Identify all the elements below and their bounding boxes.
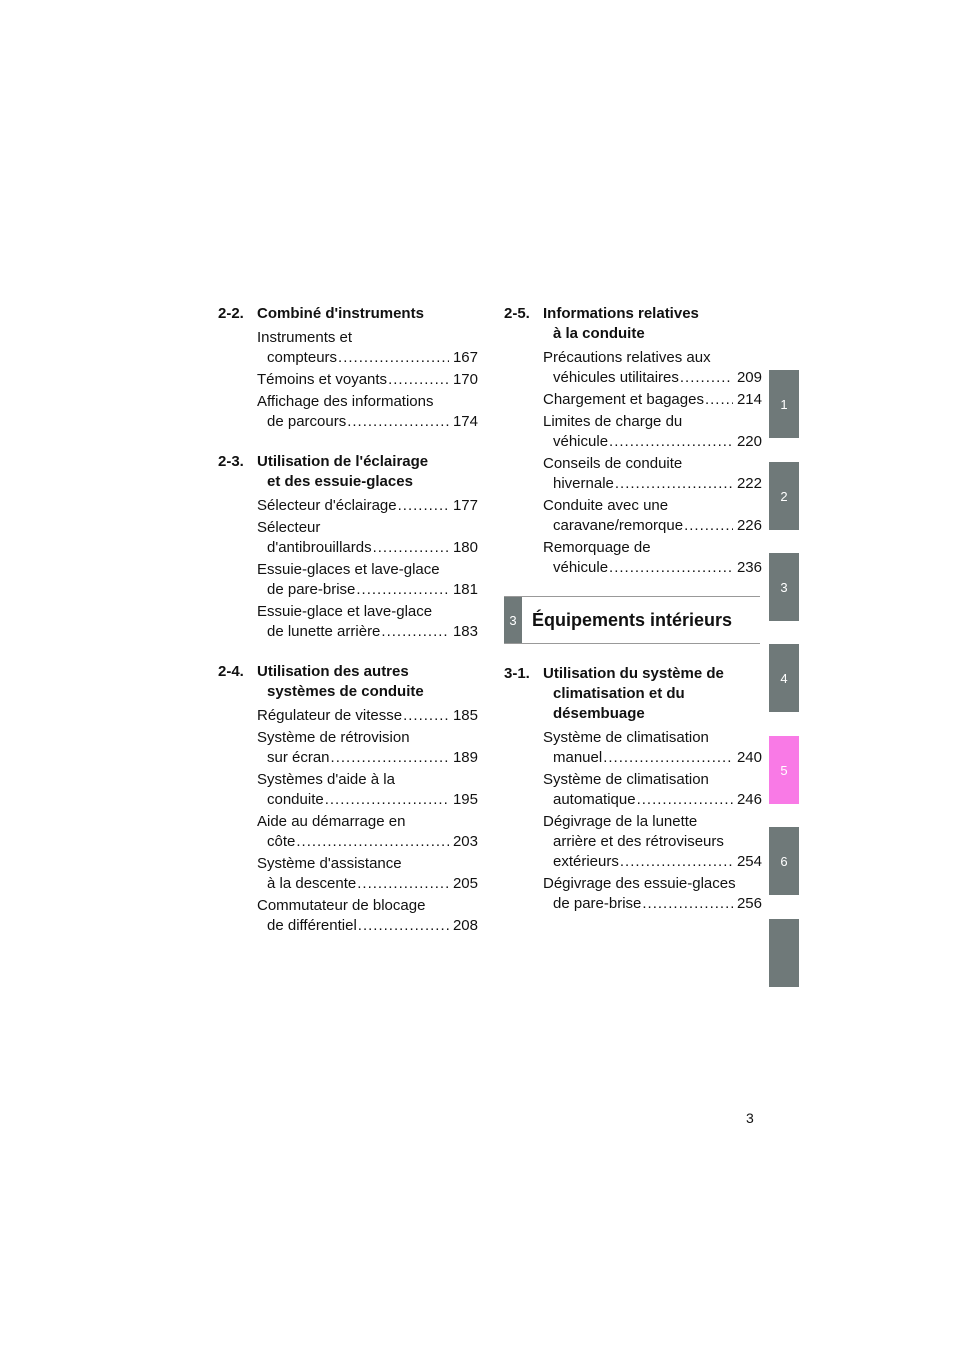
toc-entries (257, 706, 478, 936)
entry-page-line (257, 874, 478, 894)
toc-entry[interactable] (257, 392, 478, 432)
entry-page-line (543, 748, 762, 768)
entry-page-number: 181 (452, 581, 478, 598)
entry-title: d'antibrouillards (267, 539, 372, 556)
entry-page-line (257, 916, 478, 936)
entry-title-line: Système de rétrovision (257, 729, 410, 746)
toc-entry[interactable] (257, 812, 478, 852)
section-title-line: Informations relatives (543, 305, 699, 322)
toc-entry[interactable] (543, 538, 762, 578)
leader-dots (609, 432, 733, 452)
leader-dots (358, 916, 449, 936)
entry-page-line (257, 832, 478, 852)
entry-page-number: 183 (452, 623, 478, 640)
toc-section (218, 304, 478, 432)
entry-page-line (543, 790, 762, 810)
toc-entry[interactable] (257, 560, 478, 600)
entry-page-number: 246 (736, 791, 762, 808)
entry-title-line: Aide au démarrage en (257, 813, 406, 830)
section-title (257, 304, 478, 324)
entry-page-number: 214 (736, 391, 762, 408)
toc-entry[interactable] (543, 412, 762, 452)
leader-dots (615, 474, 733, 494)
chapter-tab-index[interactable] (769, 919, 799, 987)
leader-dots (398, 496, 449, 516)
toc-entry[interactable] (543, 874, 762, 914)
entry-page-line (543, 390, 762, 410)
section-title-line: et des essuie-glaces (267, 473, 413, 490)
entry-page-line (257, 706, 478, 726)
section-number: 2-3. (218, 453, 244, 470)
entry-page-number: 254 (736, 853, 762, 870)
toc-entry[interactable] (257, 496, 478, 516)
toc-entry[interactable] (257, 770, 478, 810)
section-title (543, 664, 762, 724)
page-number: 3 (746, 1110, 754, 1126)
entry-title: de parcours (267, 413, 347, 430)
toc-entry[interactable] (257, 518, 478, 558)
entry-page-line (257, 348, 478, 368)
chapter-tab-3[interactable]: 3 (769, 553, 799, 621)
section-heading[interactable] (504, 304, 762, 344)
entry-title: extérieurs (553, 853, 619, 870)
entry-page-line (543, 558, 762, 578)
toc-entry[interactable] (543, 348, 762, 388)
leader-dots (296, 832, 449, 852)
entry-page-number: 236 (736, 559, 762, 576)
entry-title-line: Système de climatisation (543, 771, 709, 788)
toc-entry[interactable] (257, 706, 478, 726)
leader-dots (388, 370, 449, 390)
entry-title: de pare-brise (553, 895, 642, 912)
section-title-line: Utilisation des autres (257, 663, 409, 680)
entry-page-number: 205 (452, 875, 478, 892)
section-heading[interactable] (218, 662, 478, 702)
chapter-tab-6[interactable]: 6 (769, 827, 799, 895)
entry-title-line: Remorquage de (543, 539, 651, 556)
toc-entries (257, 328, 478, 432)
chapter-tab-1[interactable]: 1 (769, 370, 799, 438)
entry-title-line: arrière et des rétroviseurs (553, 833, 724, 850)
entry-title: de pare-brise (267, 581, 356, 598)
entry-title: Témoins et voyants (257, 371, 388, 388)
entry-page-number: 170 (452, 371, 478, 388)
toc-entry[interactable] (543, 812, 762, 872)
toc-section (504, 664, 762, 914)
section-title-line: à la conduite (553, 325, 645, 342)
section-title (257, 452, 478, 492)
leader-dots (331, 748, 449, 768)
toc-section (218, 662, 478, 936)
leader-dots (620, 852, 733, 872)
entry-title-line: Dégivrage de la lunette (543, 813, 698, 830)
entry-title-line: Système de climatisation (543, 729, 709, 746)
entry-page-line (543, 852, 762, 872)
entry-title-line: Essuie-glaces et lave-glace (257, 561, 440, 578)
entry-page-number: 256 (736, 895, 762, 912)
leader-dots (403, 706, 449, 726)
entry-title: véhicule (553, 559, 609, 576)
entry-page-line (257, 622, 478, 642)
section-title (257, 662, 478, 702)
entry-title: de lunette arrière (267, 623, 381, 640)
section-title-line: désembuage (553, 705, 645, 722)
entry-title-line: Système d'assistance (257, 855, 402, 872)
entry-title: Chargement et bagages (543, 391, 704, 408)
leader-dots (338, 348, 449, 368)
leader-dots (637, 790, 733, 810)
entry-page-line (257, 538, 478, 558)
section-title-line: Combiné d'instruments (257, 305, 424, 322)
toc-entry[interactable] (543, 496, 762, 536)
toc-entry[interactable] (257, 728, 478, 768)
toc-entries (543, 348, 762, 578)
entry-page-line (257, 370, 478, 390)
entry-title: compteurs (267, 349, 338, 366)
section-number: 2-2. (218, 305, 244, 322)
section-title-line: Utilisation de l'éclairage (257, 453, 429, 470)
entry-page-number: 195 (452, 791, 478, 808)
toc-entries (257, 496, 478, 642)
entry-page-line (257, 580, 478, 600)
chapter-tab-4[interactable]: 4 (769, 644, 799, 712)
toc-entry[interactable] (543, 454, 762, 494)
chapter-tab-2[interactable]: 2 (769, 462, 799, 530)
entry-page-number: 240 (736, 749, 762, 766)
entry-title: Sélecteur d'éclairage (257, 497, 397, 514)
entry-page-number: 177 (452, 497, 478, 514)
entry-title-line: Dégivrage des essuie-glaces (543, 875, 736, 892)
leader-dots (357, 874, 449, 894)
chapter-title: Équipements intérieurs (532, 609, 733, 630)
entry-page-number: 174 (452, 413, 478, 430)
section-title-line: systèmes de conduite (267, 683, 424, 700)
entry-title-line: Instruments et (257, 329, 353, 346)
entry-title: hivernale (553, 475, 614, 492)
entry-title: véhicules utilitaires (553, 369, 679, 386)
entry-title: de différentiel (267, 917, 357, 934)
entry-page-line (257, 790, 478, 810)
entry-page-line (257, 496, 478, 516)
entry-title-line: Sélecteur (257, 519, 321, 536)
leader-dots (347, 412, 449, 432)
toc-entries (543, 728, 762, 914)
toc-entry[interactable] (257, 328, 478, 368)
section-heading[interactable] (218, 452, 478, 492)
leader-dots (373, 538, 449, 558)
entry-page-number: 209 (736, 369, 762, 386)
toc-entry[interactable] (257, 854, 478, 894)
section-number: 2-5. (504, 305, 530, 322)
entry-page-line (543, 368, 762, 388)
entry-title-line: Conseils de conduite (543, 455, 683, 472)
entry-title: manuel (553, 749, 603, 766)
entry-title: sur écran (267, 749, 330, 766)
leader-dots (356, 580, 449, 600)
entry-title-line: Affichage des informations (257, 393, 434, 410)
entry-page-line (543, 432, 762, 452)
entry-title: caravane/remorque (553, 517, 684, 534)
leader-dots (325, 790, 449, 810)
entry-title: automatique (553, 791, 636, 808)
entry-page-number: 208 (452, 917, 478, 934)
entry-title-line: Commutateur de blocage (257, 897, 426, 914)
leader-dots (705, 390, 733, 410)
chapter-tab-5[interactable]: 5 (769, 736, 799, 804)
entry-page-number: 222 (736, 475, 762, 492)
entry-page-line (543, 516, 762, 536)
entry-page-line (543, 474, 762, 494)
toc-entry[interactable] (257, 370, 478, 390)
toc-section (218, 452, 478, 642)
leader-dots (609, 558, 733, 578)
entry-page-number: 203 (452, 833, 478, 850)
entry-page-number: 220 (736, 433, 762, 450)
section-heading[interactable] (218, 304, 478, 324)
entry-page-line (543, 894, 762, 914)
leader-dots (603, 748, 733, 768)
leader-dots (642, 894, 733, 914)
toc-right-column-lower (504, 664, 762, 934)
section-heading[interactable] (504, 664, 762, 724)
toc-left-column (218, 304, 478, 956)
toc-entry[interactable] (543, 728, 762, 768)
entry-title: à la descente (267, 875, 357, 892)
entry-title-line: Essuie-glace et lave-glace (257, 603, 433, 620)
entry-title-line: Conduite avec une (543, 497, 669, 514)
entry-page-number: 189 (452, 749, 478, 766)
entry-page-number: 185 (452, 707, 478, 724)
entry-page-number: 180 (452, 539, 478, 556)
entry-title-line: Limites de charge du (543, 413, 683, 430)
toc-entry[interactable] (543, 390, 762, 410)
entry-title-line: Systèmes d'aide à la (257, 771, 395, 788)
chapter-number: 3 (504, 597, 522, 643)
entry-page-line (257, 748, 478, 768)
leader-dots (680, 368, 733, 388)
entry-page-line (257, 412, 478, 432)
chapter-heading[interactable] (504, 596, 760, 644)
section-title-line: Utilisation du système de (543, 665, 724, 682)
entry-title: côte (267, 833, 296, 850)
entry-title-line: Précautions relatives aux (543, 349, 711, 366)
section-number: 3-1. (504, 665, 530, 682)
toc-entry[interactable] (257, 896, 478, 936)
leader-dots (381, 622, 449, 642)
entry-page-number: 226 (736, 517, 762, 534)
toc-entry[interactable] (543, 770, 762, 810)
entry-page-number: 167 (452, 349, 478, 366)
toc-right-column (504, 304, 762, 598)
leader-dots (684, 516, 733, 536)
entry-title: véhicule (553, 433, 609, 450)
toc-entry[interactable] (257, 602, 478, 642)
section-title (543, 304, 762, 344)
section-title-line: climatisation et du (553, 685, 685, 702)
section-number: 2-4. (218, 663, 244, 680)
entry-title: Régulateur de vitesse (257, 707, 403, 724)
entry-title: conduite (267, 791, 324, 808)
toc-section (504, 304, 762, 578)
